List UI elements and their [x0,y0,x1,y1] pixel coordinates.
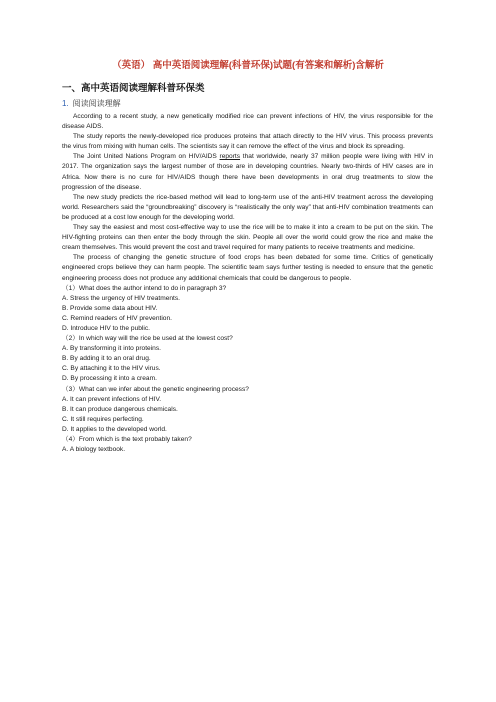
option-3a: A. It can prevent infections of HIV. [62,395,162,403]
subsection-number: 1. [62,99,69,108]
paragraph-2: The study reports the newly-developed rice produces proteins that attach directly to the HIV virus. This process prevents the virus from mixing with human cells. The scientists say it can remove the effect of the virus and block its spreading. [62,133,433,151]
paragraph-4: The new study predicts the rice-based method will lead to long-term use of the anti-HIV treatment across the developing world. Researchers said the “groundbreaking” discovery is “realistically the only way” that anti-HIV combination treatments can be produced at a cost low enough for the developing world. [62,193,433,221]
subsection-heading [62,98,121,109]
passage-body [62,112,433,455]
option-3b: B. It can produce dangerous chemicals. [62,405,178,413]
paragraph-3-start: The Joint United Nations Program on HIV/AIDS [73,153,220,161]
question-2: （2）In which way will the rice be used at the lowest cost? [62,335,233,343]
section-heading: 一、高中英语阅读理解科普环保类 [62,83,205,94]
paragraph-3 [62,152,433,192]
option-1a: A. Stress the urgency of HIV treatments. [62,294,181,302]
paragraph-5: They say the easiest and most cost-effective way to use the rice will be to make it into a cream to be put on the skin. The HIV-fighting proteins can then enter the body through the skin. People all over the world could grow the rice and make the cream themselves. This would prevent the cost and travel required for many patients to receive treatments and medicine. [62,224,433,252]
subsection-title: 阅读阅读理解 [72,99,121,108]
option-2a: A. By transforming it into proteins. [62,345,161,353]
question-4: （4）From which is the text probably taken? [62,436,192,443]
paragraph-6: The process of changing the genetic structure of food crops has been debated for some time. Critics of genetically engineered crops believe they can harm people. The scientific team says further testing is needed to ensure that the genetic engineering process does not produce any additional chemicals that could be dangerous to people. [62,254,433,282]
option-1c: C. Remind readers of HIV prevention. [62,314,172,322]
question-1: （1）What does the author intend to do in paragraph 3? [62,284,227,292]
paragraph-3-rest: that worldwide, nearly 37 million people were living with HIV in 2017. The organization says the largest number of those are in developing countries. Nearly two-thirds of HIV cases are in Africa. Now there is no cure for HIV/AIDS though there have been developments in oral drug treatments to slow the progression of the disease. [62,153,433,191]
document-title: （英语） 高中英语阅读理解(科普环保)试题(有答案和解析)含解析 [112,60,384,71]
underlined-word: reports [219,153,241,161]
option-4a: A. A biology textbook. [62,446,126,454]
question-3: （3）What can we infer about the genetic engineering process? [62,385,249,393]
option-1b: B. Provide some data about HIV. [62,304,158,312]
option-1d: D. Introduce HIV to the public. [62,324,150,332]
option-3c: C. It still requires perfecting. [62,415,144,423]
option-2d: D. By processing it into a cream. [62,375,157,383]
option-3d: D. It applies to the developed world. [62,425,167,433]
option-2b: B. By adding it to an oral drug. [62,355,151,363]
paragraph-1: According to a recent study, a new genetically modified rice can prevent infections of HIV, the virus responsible for the disease AIDS. [62,113,433,131]
option-2c: C. By attaching it to the HIV virus. [62,365,161,373]
